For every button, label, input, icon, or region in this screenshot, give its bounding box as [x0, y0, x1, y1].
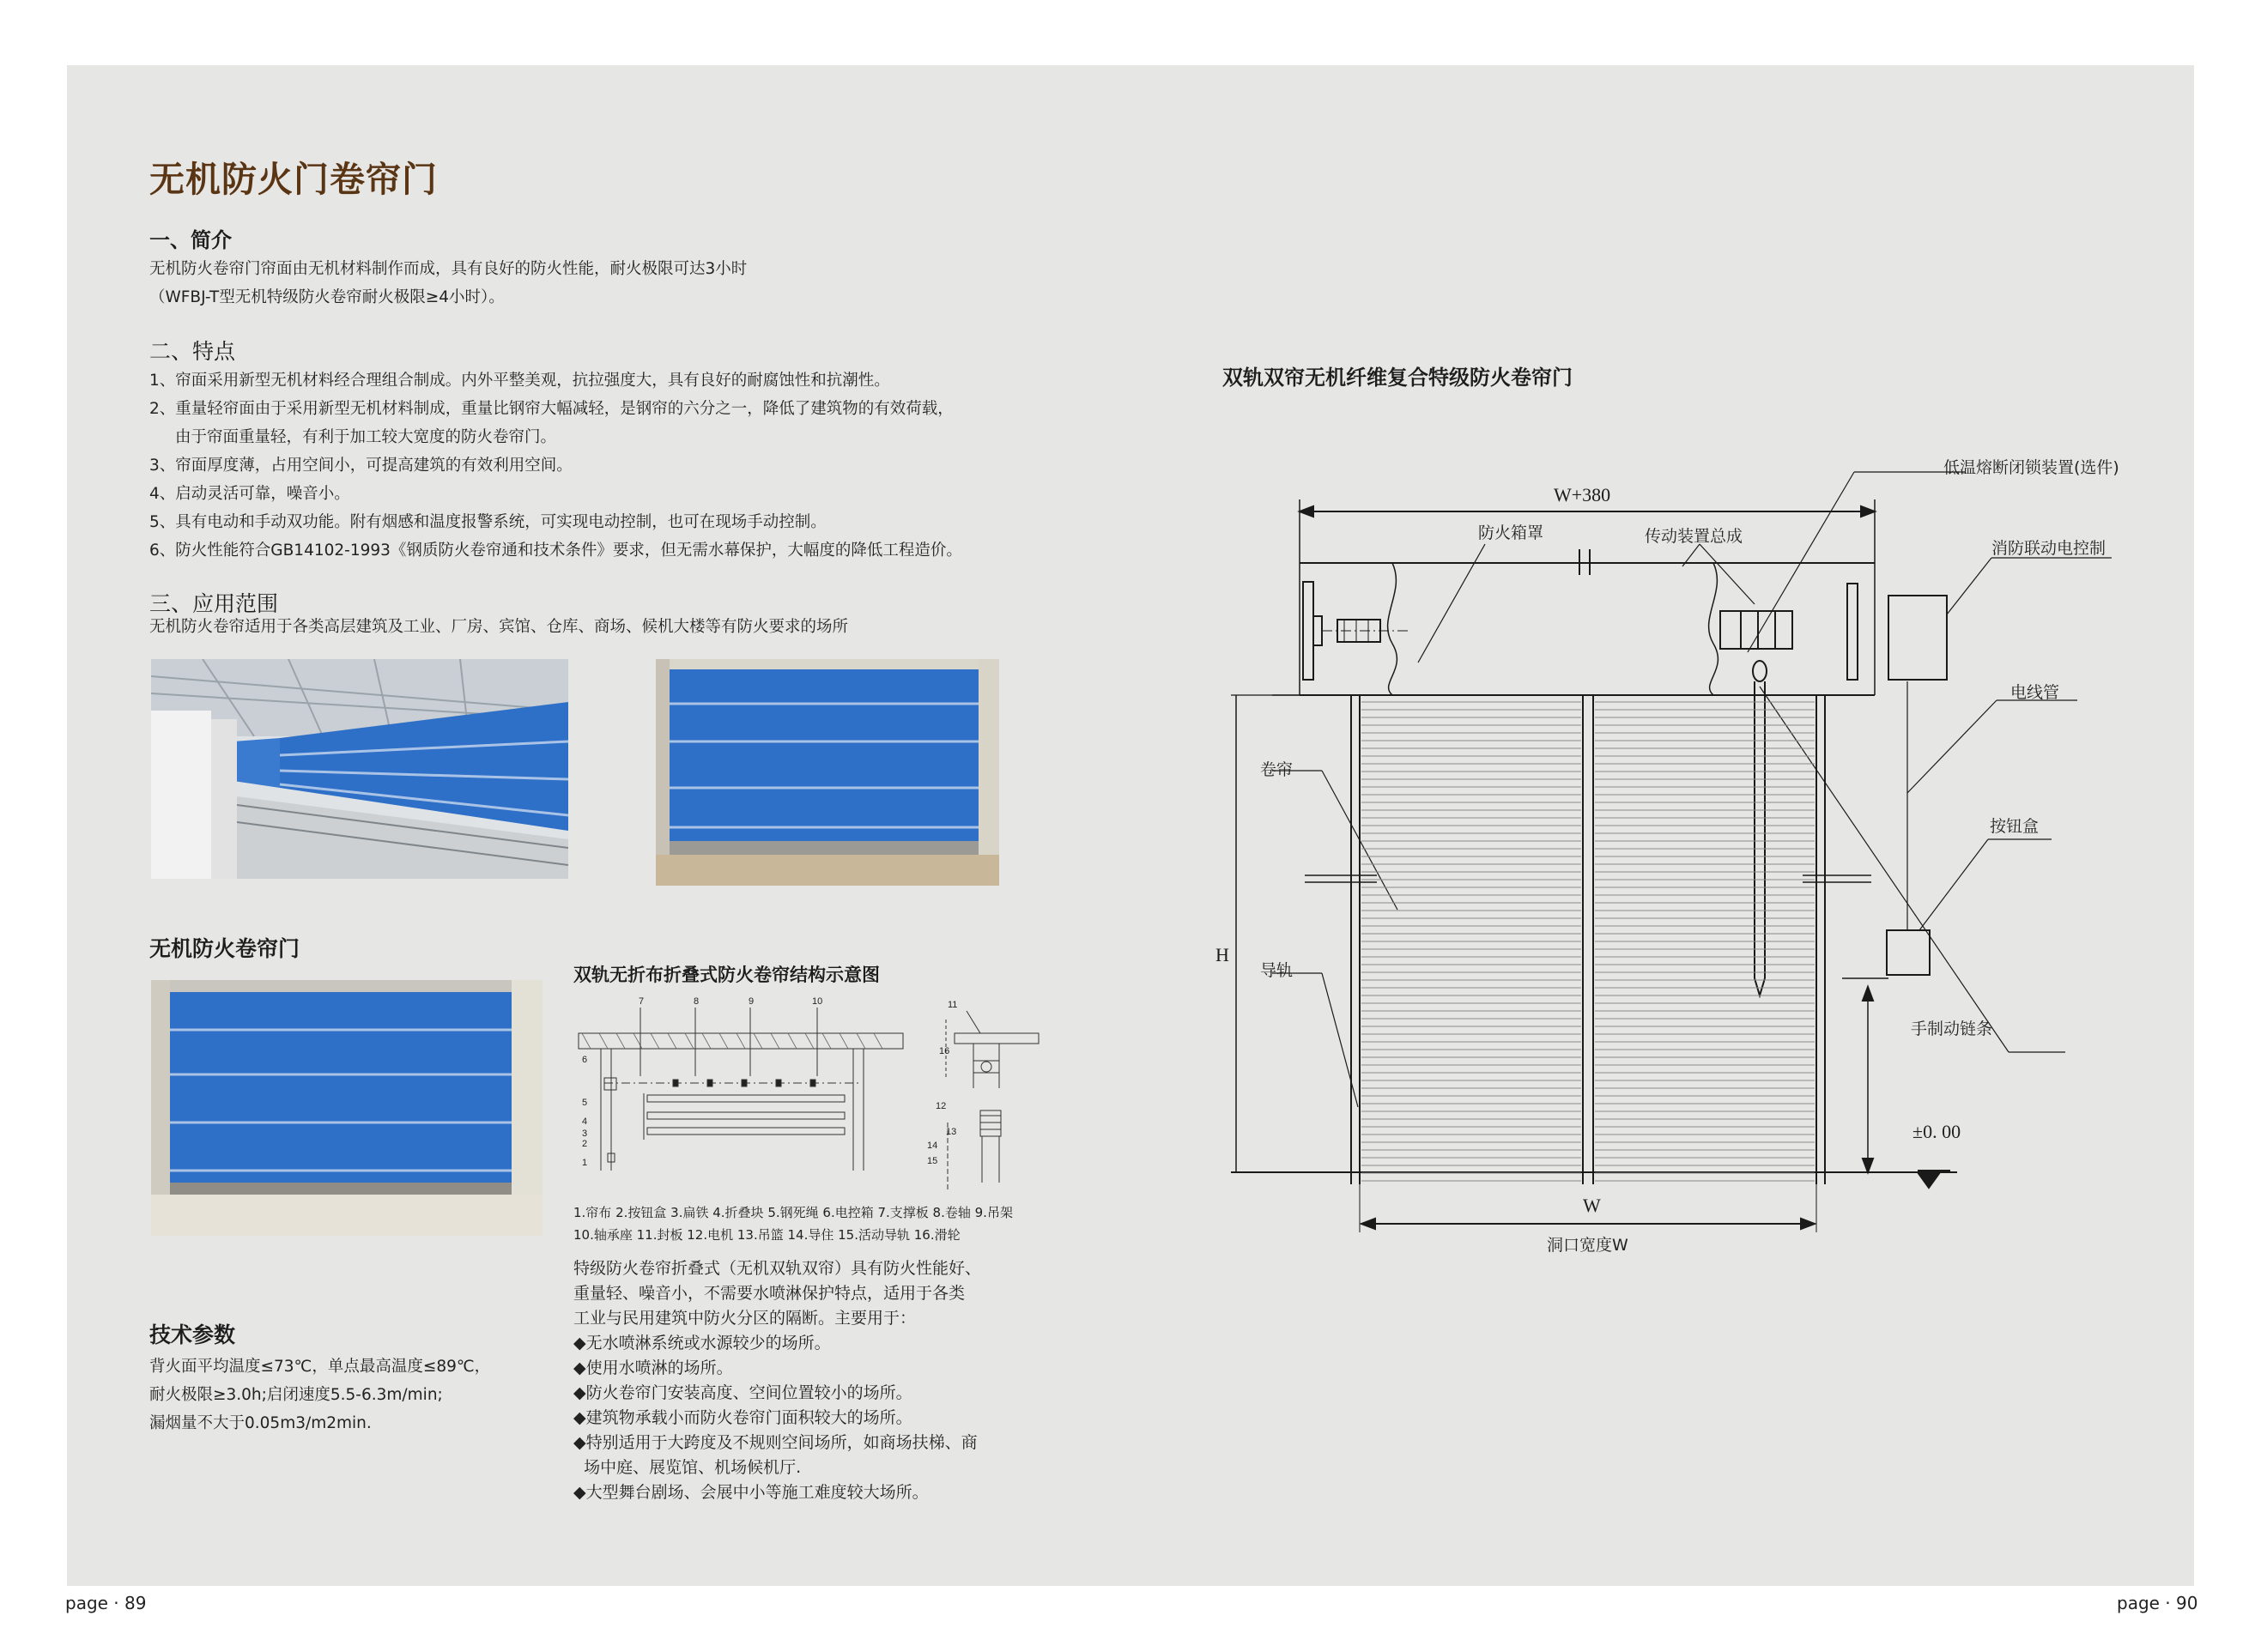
label-lowtemp: 低温熔断闭锁装置(选件) — [1943, 458, 2119, 477]
features-heading: 二、特点 — [149, 339, 236, 364]
level-label: ±0. 00 — [1912, 1121, 1961, 1142]
tech-line: 背火面平均温度≤73℃，单点最高温度≤89℃， — [149, 1358, 491, 1376]
label-drive: 传动装置总成 — [1645, 527, 1743, 546]
struct-num: 14 — [927, 1141, 938, 1151]
struct-num: 6 — [582, 1055, 588, 1065]
dim-top-label: W+380 — [1554, 484, 1611, 505]
page-number-left: page · 89 — [65, 1593, 147, 1613]
dim-h-label: H — [1215, 944, 1229, 965]
label-curtain: 卷帘 — [1260, 760, 1294, 779]
dim-w-label: W — [1583, 1195, 1601, 1216]
application-heading: 三、应用范围 — [149, 591, 279, 616]
special-line: ◆特别适用于大跨度及不规则空间场所，如商场扶梯、商 — [573, 1433, 978, 1452]
struct-num: 11 — [948, 1000, 958, 1010]
label-rail: 导轨 — [1260, 961, 1294, 980]
special-line: ◆建筑物承载小而防火卷帘门面积较大的场所。 — [573, 1408, 912, 1427]
big-diagram — [1202, 429, 2146, 1270]
struct-diagram-title: 双轨无折布折叠式防火卷帘结构示意图 — [573, 965, 880, 985]
curtain-slats-left — [1361, 702, 1581, 1181]
curtain-slats-right — [1595, 702, 1815, 1181]
struct-num: 7 — [639, 996, 645, 1007]
feature-item: 6、防火性能符合GB14102-1993《钢质防火卷帘通和技术条件》要求，但无需水幕保护，大幅度的降低工程造价。 — [149, 542, 962, 560]
struct-legend-line: 1.帘布 2.按钮盒 3.扁铁 4.折叠块 5.钢死绳 6.电控箱 7.支撑板 8.卷轴 9.吊架 — [573, 1205, 1013, 1220]
special-line: ◆使用水喷淋的场所。 — [573, 1359, 733, 1377]
special-line: 重量轻、噪音小，不需要水喷淋保护特点，适用于各类 — [573, 1284, 966, 1303]
struct-num: 9 — [749, 996, 755, 1007]
feature-item: 2、重量轻帘面由于采用新型无机材料制成，重量比钢帘大幅减轻，是钢帘的六分之一，降低了建筑物的有效荷载， — [149, 400, 954, 418]
features-list — [149, 366, 962, 565]
struct-num: 13 — [946, 1127, 957, 1137]
struct-num: 16 — [939, 1046, 950, 1056]
intro-line: 无机防火卷帘门帘面由无机材料制作而成，具有良好的防火性能，耐火极限可达3小时 — [149, 260, 748, 278]
tech-line: 漏烟量不大于0.05m3/m2min. — [149, 1414, 372, 1432]
struct-num: 12 — [936, 1101, 947, 1111]
tech-text — [149, 1352, 490, 1437]
struct-diagram — [570, 994, 1051, 1200]
struct-legend — [573, 1201, 1013, 1246]
intro-heading: 一、简介 — [149, 228, 232, 252]
struct-num: 2 — [582, 1139, 588, 1149]
feature-item: 4、启动灵活可靠，噪音小。 — [149, 485, 350, 503]
intro-line: （WFBJ-T型无机特级防火卷帘耐火极限≥4小时）。 — [149, 288, 505, 306]
curtain-photo — [656, 659, 999, 886]
feature-item: 1、帘面采用新型无机材料经合理组合制成。内外平整美观，抗拉强度大，具有良好的耐腐蚀性和抗潮性。 — [149, 372, 890, 390]
struct-num: 10 — [812, 996, 823, 1007]
corridor-photo — [151, 659, 568, 879]
struct-num: 15 — [927, 1156, 938, 1166]
label-button-box: 按钮盒 — [1990, 817, 2040, 836]
label-conduit: 电线管 — [2010, 683, 2060, 702]
special-line: 场中庭、展览馆、机场候机厅. — [573, 1458, 802, 1477]
struct-num: 1 — [582, 1158, 588, 1168]
feature-item: 5、具有电动和手动双功能。附有烟感和温度报警系统，可实现电动控制，也可在现场手动控制。 — [149, 513, 827, 531]
special-line: 工业与民用建筑中防火分区的隔断。主要用于： — [573, 1309, 917, 1328]
feature-item: 3、帘面厚度薄，占用空间小，可提高建筑的有效利用空间。 — [149, 457, 573, 475]
application-text: 无机防火卷帘适用于各类高层建筑及工业、厂房、宾馆、仓库、商场、候机大楼等有防火要求的场所 — [149, 618, 849, 636]
tech-line: 耐火极限≥3.0h;启闭速度5.5-6.3m/min; — [149, 1386, 443, 1404]
label-chain: 手制动链条 — [1911, 1020, 1993, 1038]
special-line: ◆防火卷帘门安装高度、空间位置较小的场所。 — [573, 1383, 912, 1402]
struct-num: 8 — [694, 996, 700, 1007]
page-number-right: page · 90 — [2117, 1593, 2198, 1613]
feature-item: 由于帘面重量轻，有利于加工较大宽度的防火卷帘门。 — [175, 428, 557, 446]
photo-caption: 无机防火卷帘门 — [149, 936, 300, 961]
dim-bottom-label: 洞口宽度W — [1547, 1236, 1628, 1255]
special-line: 特级防火卷帘折叠式（无机双轨双帘）具有防火性能好、 — [573, 1259, 982, 1278]
struct-num: 3 — [582, 1129, 588, 1139]
special-line: ◆大型舞台剧场、会展中小等施工难度较大场所。 — [573, 1483, 929, 1502]
label-fire-control: 消防联动电控制 — [1991, 539, 2106, 558]
curtain-photo-large — [151, 980, 543, 1236]
tech-heading: 技术参数 — [149, 1322, 236, 1347]
page-title: 无机防火门卷帘门 — [149, 159, 438, 200]
intro-text — [149, 255, 747, 312]
struct-num: 4 — [582, 1116, 588, 1127]
label-box: 防火箱罩 — [1478, 523, 1544, 542]
big-diagram-title: 双轨双帘无机纤维复合特级防火卷帘门 — [1222, 366, 1573, 390]
special-line: ◆无水喷淋系统或水源较少的场所。 — [573, 1334, 831, 1352]
struct-legend-line: 10.轴承座 11.封板 12.电机 13.吊篮 14.导住 15.活动导轨 16.滑轮 — [573, 1227, 961, 1243]
struct-num: 5 — [582, 1098, 588, 1108]
special-text — [573, 1256, 981, 1505]
